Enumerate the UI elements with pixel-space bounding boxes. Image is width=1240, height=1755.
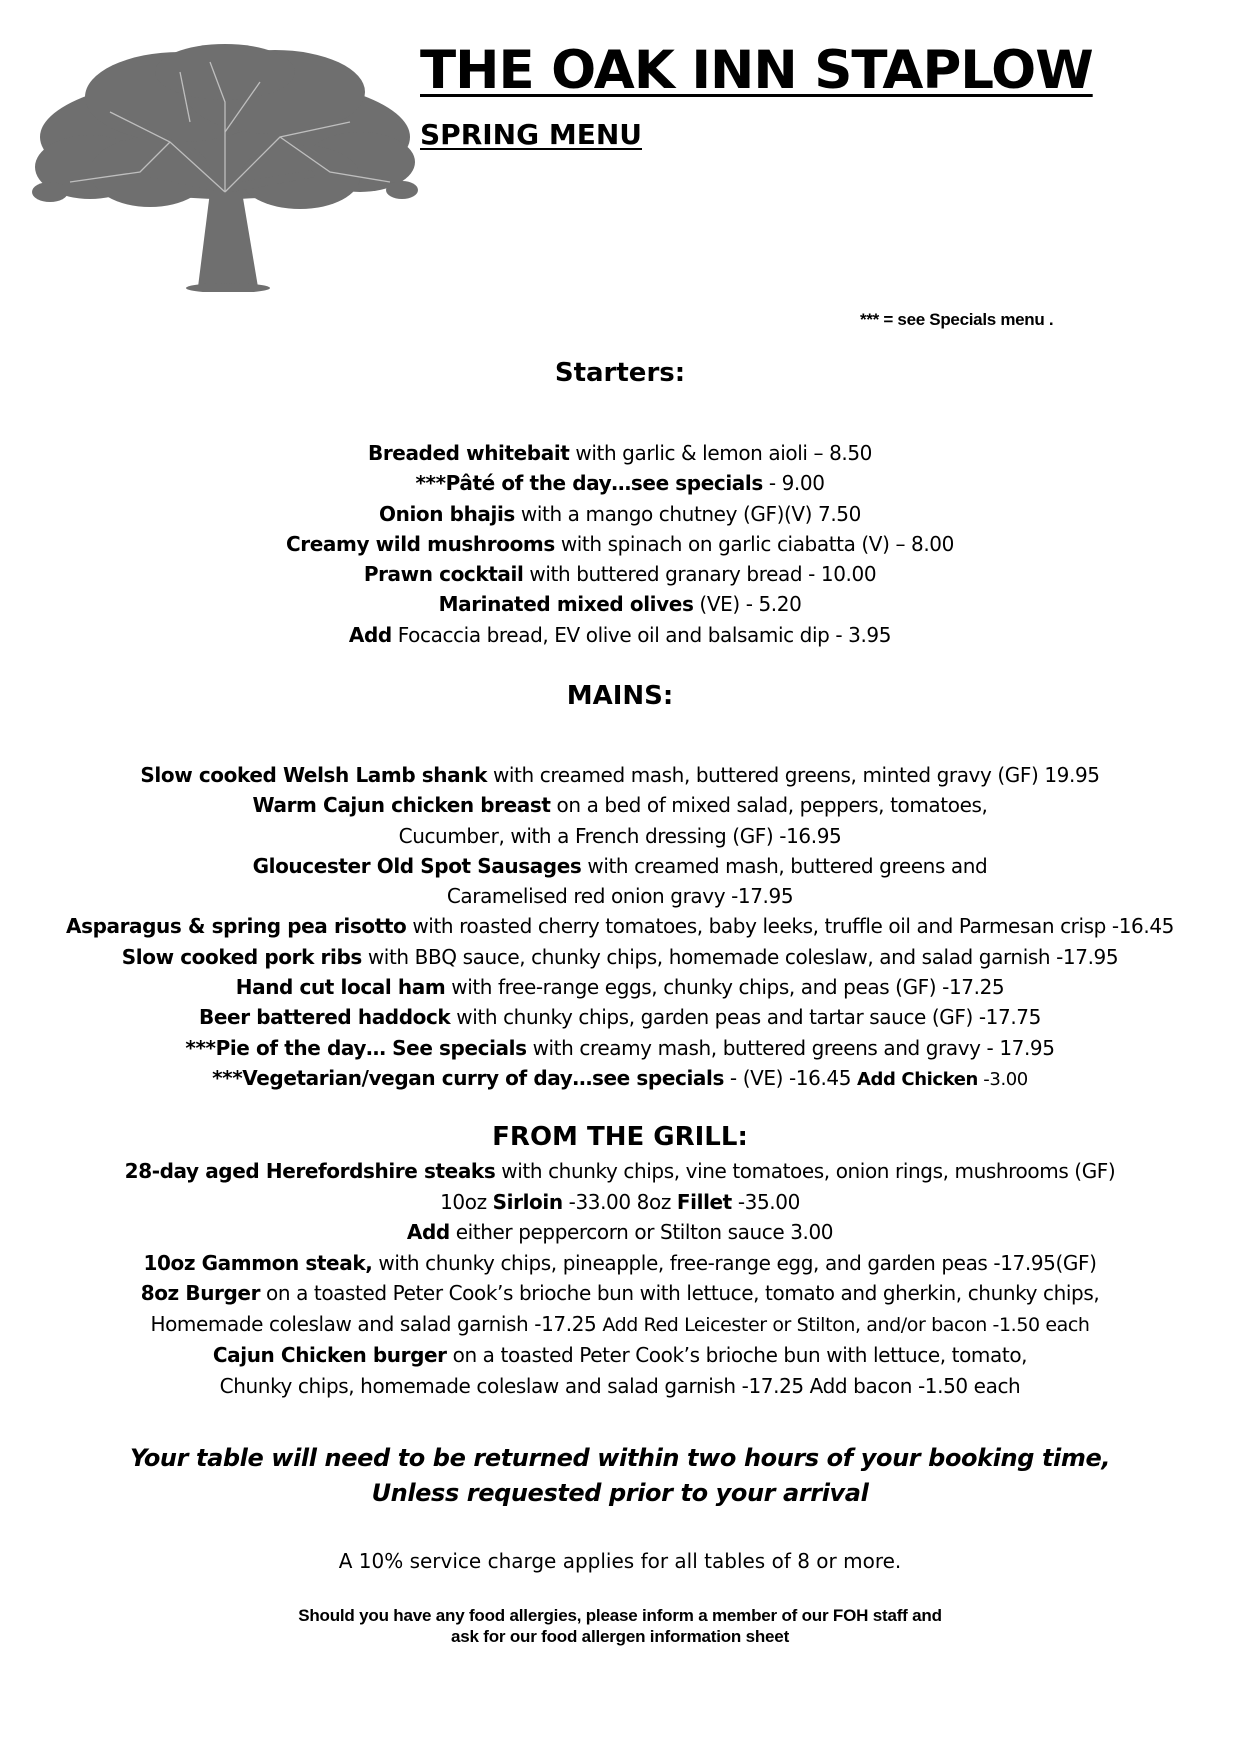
menu-item — [0, 1187, 1240, 1218]
dish-desc: with chunky chips, vine tomatoes, onion rings, mushrooms (GF) — [495, 1159, 1116, 1183]
dish-desc: - 9.00 — [762, 471, 825, 496]
dish-name: Prawn cocktail — [363, 562, 524, 587]
dish-name: ***Pâté of the day…see specials — [415, 471, 763, 496]
dish-name: Warm Cajun chicken breast — [252, 793, 551, 818]
dish-desc: with creamy mash, buttered greens and gravy - 17.95 — [526, 1035, 1055, 1060]
dish-desc: Caramelised red onion gravy -17.95 — [446, 884, 794, 909]
menu-item — [0, 790, 1240, 820]
dish-desc: with chunky chips, pineapple, free-range egg, and garden peas -17.95(GF) — [372, 1250, 1097, 1275]
menu-item — [0, 1217, 1240, 1248]
dish-name: Hand cut local ham — [235, 975, 446, 1000]
dish-desc: (VE) - 5.20 — [693, 592, 802, 617]
mains-heading: MAINS: — [566, 681, 674, 711]
menu-item — [0, 1278, 1240, 1309]
dish-desc: Chunky chips, homemade coleslaw and salad garnish -17.25 Add bacon -1.50 each — [219, 1373, 1021, 1398]
menu-item — [0, 529, 1240, 559]
dish-desc: with spinach on garlic ciabatta (V) – 8.00 — [554, 531, 954, 556]
dish-desc: Cucumber, with a French dressing (GF) -16.95 — [398, 823, 842, 848]
dish-name: Creamy wild mushrooms — [286, 531, 555, 556]
dish-desc: with chunky chips, garden peas and tartar sauce (GF) -17.75 — [450, 1005, 1041, 1030]
add-on-desc: Add Red Leicester or Stilton, and/or bacon -1.50 each — [602, 1313, 1090, 1336]
page-title: THE OAK INN STAPLOW — [420, 40, 1093, 101]
dish-name: Add — [406, 1220, 450, 1244]
dish-desc: - (VE) -16.45 — [723, 1065, 858, 1090]
dish-desc: with buttered granary bread - 10.00 — [523, 562, 877, 587]
specials-note: *** = see Specials menu . — [860, 310, 1054, 329]
dish-desc: Focaccia bread, EV olive oil and balsamic dip - 3.95 — [391, 622, 892, 647]
add-on-price: -3.00 — [977, 1068, 1028, 1090]
dish-desc: with a mango chutney (GF)(V) 7.50 — [514, 501, 861, 526]
dish-desc: with creamed mash, buttered greens, minted gravy (GF) 19.95 — [486, 763, 1100, 787]
dish-name: Add — [348, 622, 392, 647]
menu-item — [0, 1340, 1240, 1371]
menu-item — [0, 972, 1240, 1002]
dish-desc: on a toasted Peter Cook’s brioche bun with lettuce, tomato and gherkin, chunky chips, — [260, 1281, 1100, 1305]
menu-item — [0, 821, 1240, 851]
grill-heading: FROM THE GRILL: — [492, 1122, 748, 1152]
dish-name: ***Vegetarian/vegan curry of day…see specials — [212, 1065, 724, 1090]
dish-name: Beer battered haddock — [199, 1005, 451, 1030]
table-time-policy — [0, 1441, 1240, 1511]
menu-item — [0, 1156, 1240, 1187]
dish-name: Onion bhajis — [379, 501, 515, 526]
dish-desc: -33.00 8oz — [562, 1189, 677, 1214]
starters-list — [0, 438, 1240, 650]
menu-item — [0, 1002, 1240, 1032]
menu-item — [0, 881, 1240, 911]
menu-item — [0, 1371, 1240, 1402]
menu-item — [0, 942, 1240, 972]
allergy-line: ask for our food allergen information sheet — [450, 1627, 790, 1646]
dish-name: Asparagus & spring pea risotto — [65, 914, 407, 939]
dish-desc: with BBQ sauce, chunky chips, homemade coleslaw, and salad garnish -17.95 — [361, 944, 1119, 969]
dish-name: Cajun Chicken burger — [212, 1343, 447, 1367]
dish-name: Sirloin — [492, 1189, 563, 1214]
dish-desc: with roasted cherry tomatoes, baby leeks, truffle oil and Parmesan crisp -16.45 — [406, 914, 1174, 939]
grill-list — [0, 1156, 1240, 1401]
dish-name: Slow cooked Welsh Lamb shank — [140, 763, 487, 787]
menu-item — [0, 851, 1240, 881]
dish-desc: with garlic & lemon aioli – 8.50 — [569, 441, 872, 465]
page-subtitle: SPRING MENU — [420, 118, 642, 151]
menu-item — [0, 1033, 1240, 1063]
dish-name: 10oz Gammon steak, — [143, 1250, 373, 1275]
add-on-label: Add Chicken — [857, 1068, 978, 1090]
dish-desc: with free-range eggs, chunky chips, and peas (GF) -17.25 — [445, 975, 1005, 1000]
menu-item — [0, 1309, 1240, 1341]
menu-item — [0, 438, 1240, 468]
dish-name: Fillet — [676, 1189, 732, 1214]
dish-desc: on a toasted Peter Cook’s brioche bun with lettuce, tomato, — [446, 1343, 1028, 1367]
allergy-line: Should you have any food allergies, please inform a member of our FOH staff and — [298, 1606, 942, 1625]
menu-item — [0, 499, 1240, 529]
dish-name: 28-day aged Herefordshire steaks — [124, 1159, 496, 1183]
menu-item — [0, 760, 1240, 790]
menu-item — [0, 620, 1240, 650]
dish-desc: Homemade coleslaw and salad garnish -17.25 — [150, 1311, 603, 1336]
dish-name: Breaded whitebait — [367, 441, 570, 465]
dish-desc: either peppercorn or Stilton sauce 3.00 — [449, 1220, 834, 1244]
menu-item — [0, 1063, 1240, 1095]
dish-desc: -35.00 — [731, 1189, 800, 1214]
dish-name: ***Pie of the day… See specials — [185, 1035, 527, 1060]
starters-heading: Starters: — [554, 358, 686, 388]
menu-item — [0, 1248, 1240, 1279]
menu-item — [0, 468, 1240, 498]
dish-desc: on a bed of mixed salad, peppers, tomatoes, — [550, 793, 988, 818]
dish-name: Marinated mixed olives — [438, 592, 694, 617]
dish-name: 8oz Burger — [140, 1281, 261, 1305]
allergy-notice — [0, 1605, 1240, 1647]
policy-line: Unless requested prior to your arrival — [371, 1479, 869, 1507]
menu-item — [0, 559, 1240, 589]
oak-tree-icon — [30, 42, 420, 292]
dish-desc: with creamed mash, buttered greens and — [581, 853, 988, 878]
dish-desc: 10oz — [440, 1189, 493, 1214]
menu-item — [0, 911, 1240, 941]
dish-name: Gloucester Old Spot Sausages — [252, 853, 582, 878]
mains-list — [0, 760, 1240, 1095]
dish-name: Slow cooked pork ribs — [121, 944, 362, 969]
menu-item — [0, 589, 1240, 619]
service-charge-note: A 10% service charge applies for all tables of 8 or more. — [338, 1549, 902, 1573]
policy-line: Your table will need to be returned within two hours of your booking time, — [129, 1444, 1111, 1472]
